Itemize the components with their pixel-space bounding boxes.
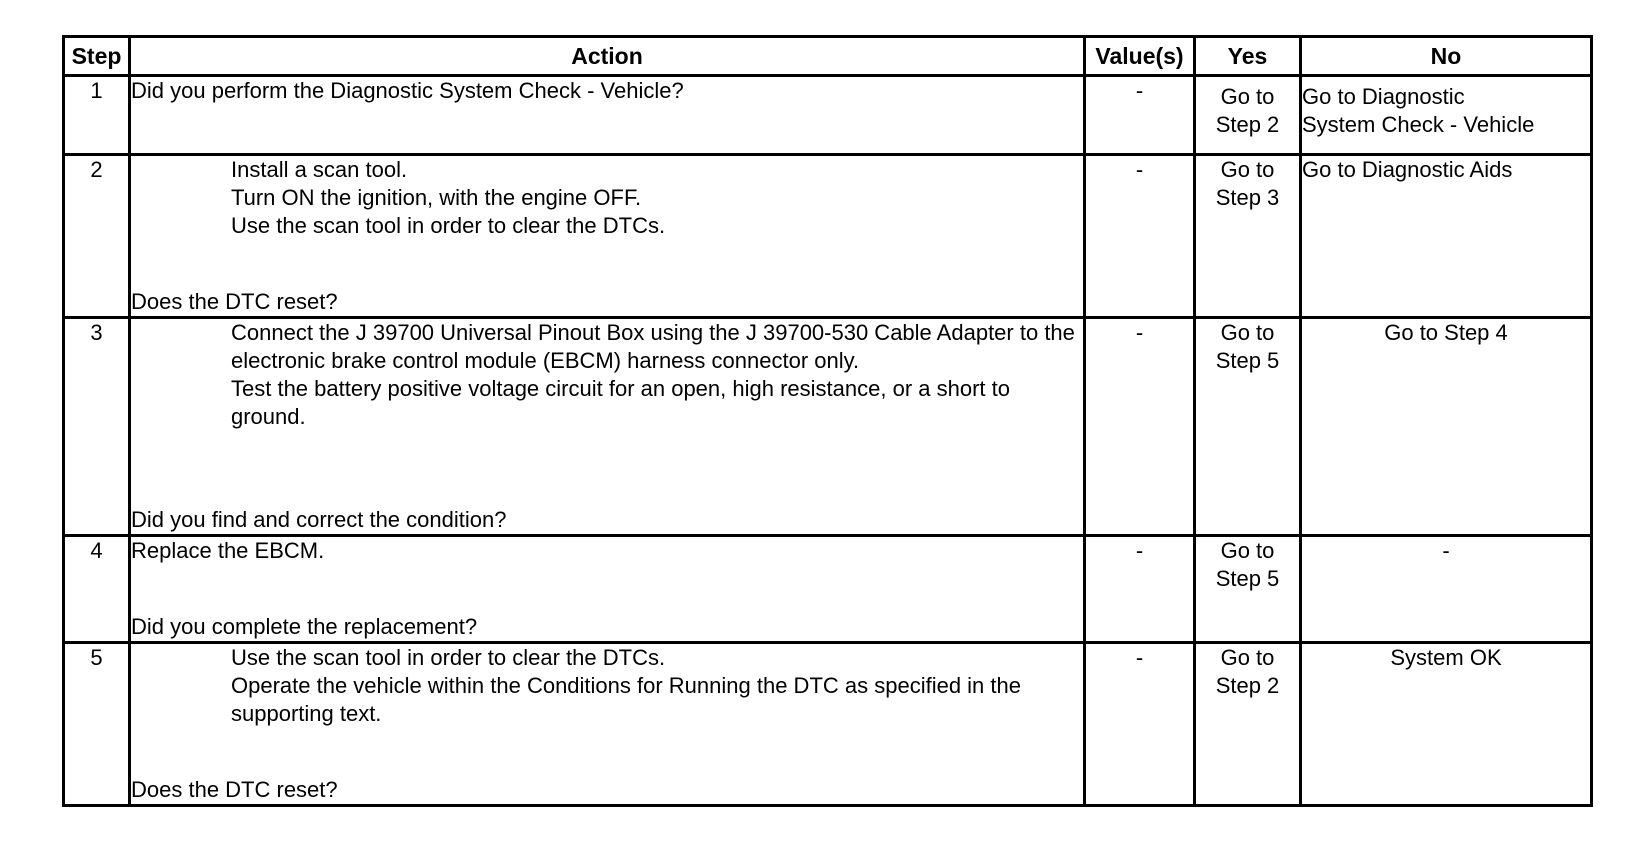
- yes-text-line1: Go to: [1220, 84, 1275, 109]
- header-value: Value(s): [1085, 37, 1195, 76]
- header-action: Action: [130, 37, 1085, 76]
- yes-text-line1: Go to: [1220, 538, 1275, 563]
- value-cell: -: [1085, 76, 1195, 155]
- value-cell: -: [1085, 536, 1195, 643]
- action-cell: [130, 536, 1085, 643]
- header-no: No: [1301, 37, 1592, 76]
- action-substep: Connect the J 39700 Universal Pinout Box using the J 39700-530 Cable Adapter to the electronic brake control module (EBCM) harness connector only.: [231, 320, 1075, 373]
- table-row: [64, 536, 1592, 643]
- step-number: 5: [64, 643, 130, 806]
- yes-text-line2: Step 2: [1215, 673, 1280, 698]
- no-cell: [1301, 643, 1592, 806]
- no-text-line1: Go to Diagnostic: [1302, 84, 1465, 109]
- table-header-row: [64, 37, 1592, 76]
- header-yes: Yes: [1195, 37, 1301, 76]
- yes-text-line2: Step 5: [1215, 348, 1280, 373]
- yes-text-line1: Go to: [1220, 320, 1275, 345]
- step-number: 1: [64, 76, 130, 155]
- diagnostic-table: [62, 35, 1593, 807]
- no-text-line1: Go to Step 4: [1384, 320, 1508, 345]
- step-number: 3: [64, 318, 130, 536]
- yes-cell: [1195, 318, 1301, 536]
- no-cell: [1301, 76, 1592, 155]
- action-substep: Use the scan tool in order to clear the DTCs.: [231, 213, 666, 238]
- no-text-line2: System Check - Vehicle: [1302, 112, 1535, 137]
- action-substep: Turn ON the ignition, with the engine OFF.: [231, 185, 642, 210]
- yes-text-line1: Go to: [1220, 157, 1275, 182]
- action-cell: [130, 76, 1085, 155]
- value-cell: -: [1085, 155, 1195, 318]
- table-row: [64, 76, 1592, 155]
- yes-text-line2: Step 5: [1215, 566, 1280, 591]
- action-question: Did you find and correct the condition?: [131, 507, 507, 532]
- action-substeps: [131, 319, 1083, 431]
- value-cell: -: [1085, 318, 1195, 536]
- action-substep: Use the scan tool in order to clear the DTCs.: [231, 645, 666, 670]
- no-text-line1: System OK: [1390, 645, 1502, 670]
- no-cell: [1301, 155, 1592, 318]
- yes-text-line2: Step 2: [1215, 112, 1280, 137]
- action-substeps: [131, 644, 1083, 728]
- action-question: Did you perform the Diagnostic System Check - Vehicle?: [131, 78, 684, 103]
- no-text-line1: -: [1442, 538, 1450, 563]
- yes-cell: [1195, 155, 1301, 318]
- yes-text-line1: Go to: [1220, 645, 1275, 670]
- yes-cell: [1195, 76, 1301, 155]
- no-cell: [1301, 318, 1592, 536]
- step-number: 4: [64, 536, 130, 643]
- table-row: [64, 318, 1592, 536]
- value-cell: -: [1085, 643, 1195, 806]
- action-intro: Replace the EBCM.: [131, 538, 325, 563]
- no-cell: [1301, 536, 1592, 643]
- header-step: Step: [64, 37, 130, 76]
- action-cell: [130, 643, 1085, 806]
- yes-cell: [1195, 536, 1301, 643]
- no-text-line1: Go to Diagnostic Aids: [1302, 157, 1513, 182]
- action-question: Does the DTC reset?: [131, 777, 338, 802]
- action-substep: Install a scan tool.: [231, 157, 408, 182]
- action-cell: [130, 318, 1085, 536]
- yes-cell: [1195, 643, 1301, 806]
- action-substep: Test the battery positive voltage circuit for an open, high resistance, or a short to ground.: [231, 376, 1010, 429]
- step-number: 2: [64, 155, 130, 318]
- action-question: Did you complete the replacement?: [131, 614, 478, 639]
- yes-text-line2: Step 3: [1215, 185, 1280, 210]
- action-substep: Operate the vehicle within the Conditions for Running the DTC as specified in the supporting text.: [231, 673, 1021, 726]
- action-question: Does the DTC reset?: [131, 289, 338, 314]
- table-row: [64, 155, 1592, 318]
- action-substeps: [131, 156, 1083, 240]
- action-cell: [130, 155, 1085, 318]
- table-row: [64, 643, 1592, 806]
